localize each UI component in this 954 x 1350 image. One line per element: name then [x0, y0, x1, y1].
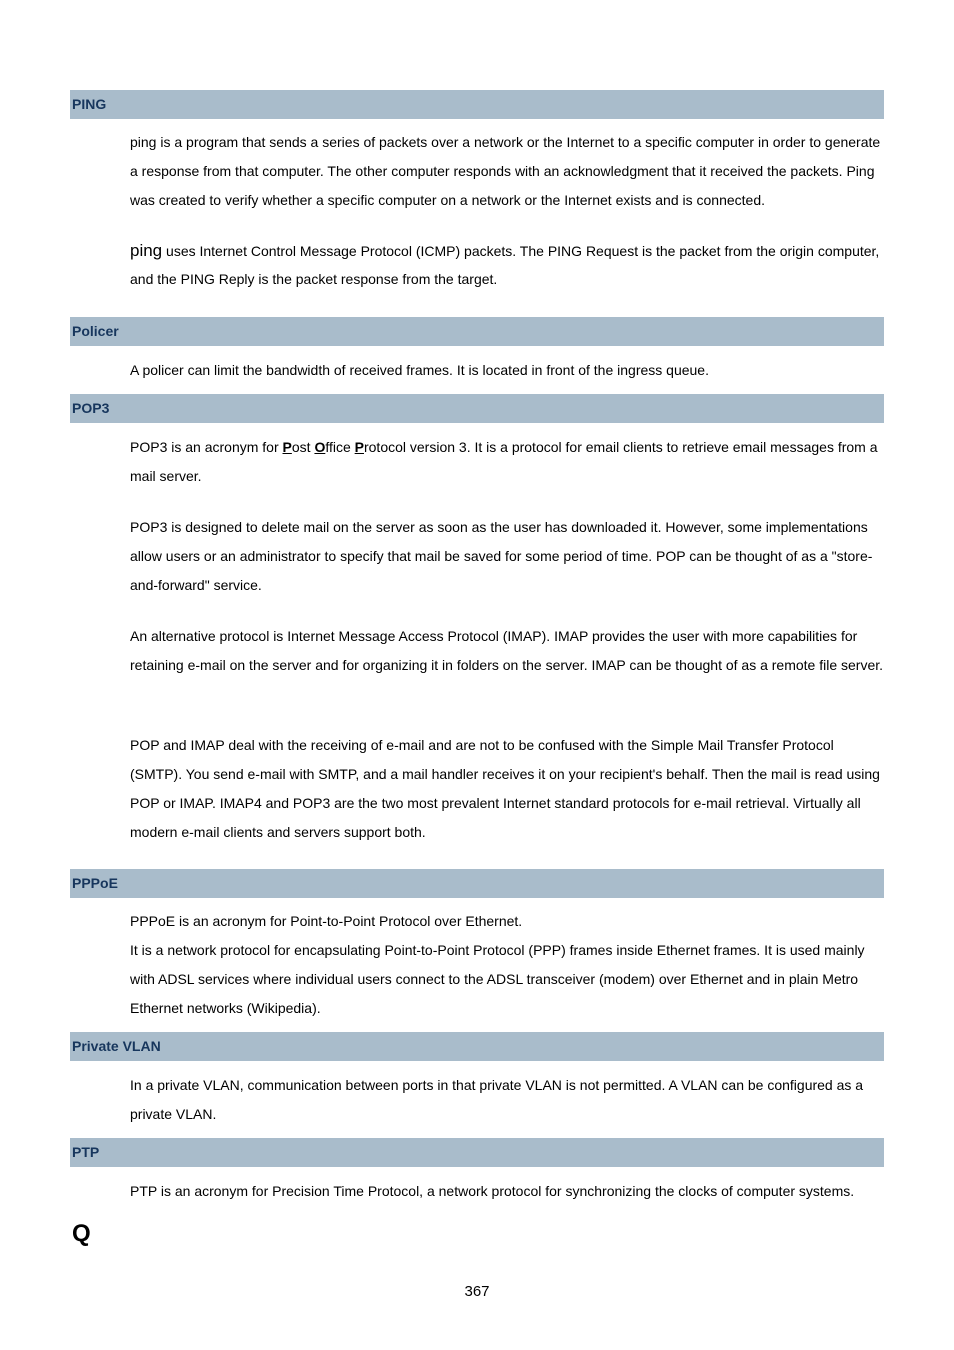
paragraph-text: uses Internet Control Message Protocol (ICMP) packets. The PING Request is the packet from the origin computer, and the PING Reply is the packet response from the target.	[130, 243, 880, 287]
definition-paragraph	[130, 433, 886, 491]
term-header-ptp: PTP	[70, 1138, 884, 1167]
definition-paragraph: POP3 is designed to delete mail on the server as soon as the user has downloaded it. However, some implementations allow users or an administrator to specify that mail be saved for some period of time. POP can be thought of as a "store-and-forward" service.	[130, 519, 873, 593]
acronym-letter: P	[282, 439, 292, 455]
definition-paragraph: An alternative protocol is Internet Message Access Protocol (IMAP). IMAP provides the user with more capabilities for retaining e-mail on the server and for organizing it in folders on the server. IMAP can be thought of as a remote file server.	[130, 628, 884, 673]
term-header-private-vlan: Private VLAN	[70, 1032, 884, 1061]
definition-paragraph: POP and IMAP deal with the receiving of e-mail and are not to be confused with the Simple Mail Transfer Protocol (SMTP). You send e-mail with SMTP, and a mail handler receives it on your recipient's behalf. Then the mail is read using POP or IMAP. IMAP4 and POP3 are the two most prevalent Internet standard protocols for e-mail retrieval. Virtually all modern e-mail clients and servers support both.	[130, 737, 880, 840]
term-lead-word: ping	[130, 241, 163, 260]
paragraph-text: ffice	[325, 439, 355, 455]
definition-paragraph: A policer can limit the bandwidth of received frames. It is located in front of the ingress queue.	[130, 362, 709, 378]
acronym-letter: O	[314, 439, 326, 455]
definition-paragraph	[130, 237, 886, 293]
definition-paragraph: PPPoE is an acronym for Point-to-Point Protocol over Ethernet.	[130, 913, 523, 929]
acronym-letter: P	[354, 439, 364, 455]
term-header-policer: Policer	[70, 317, 884, 346]
section-letter: Q	[72, 1220, 91, 1247]
paragraph-text: ost	[291, 439, 315, 455]
definition-paragraph: In a private VLAN, communication between ports in that private VLAN is not permitted. A VLAN can be configured as a private VLAN.	[130, 1077, 864, 1122]
term-header-pppoe: PPPoE	[70, 869, 884, 898]
definition-paragraph: It is a network protocol for encapsulating Point-to-Point Protocol (PPP) frames inside Ethernet frames. It is used mainly with ADSL services where individual users connect to the ADSL transceiver (modem) over Ethernet and in plain Metro Ethernet networks (Wikipedia).	[130, 942, 865, 1016]
term-header-pop3: POP3	[70, 394, 884, 423]
paragraph-text: rotocol version 3. It is a protocol for email clients to retrieve email messages from a mail server.	[130, 439, 878, 484]
paragraph-text: POP3 is an acronym for	[130, 439, 283, 455]
term-header-ping: PING	[70, 90, 884, 119]
definition-paragraph: PTP is an acronym for Precision Time Protocol, a network protocol for synchronizing the clocks of computer systems.	[130, 1183, 855, 1199]
definition-paragraph: ping is a program that sends a series of packets over a network or the Internet to a specific computer in order to generate a response from that computer. The other computer responds with an acknowledgment that it received the packets. Ping was created to verify whether a specific computer on a network or the Internet exists and is connected.	[130, 134, 881, 208]
page-number: 367	[464, 1283, 490, 1300]
